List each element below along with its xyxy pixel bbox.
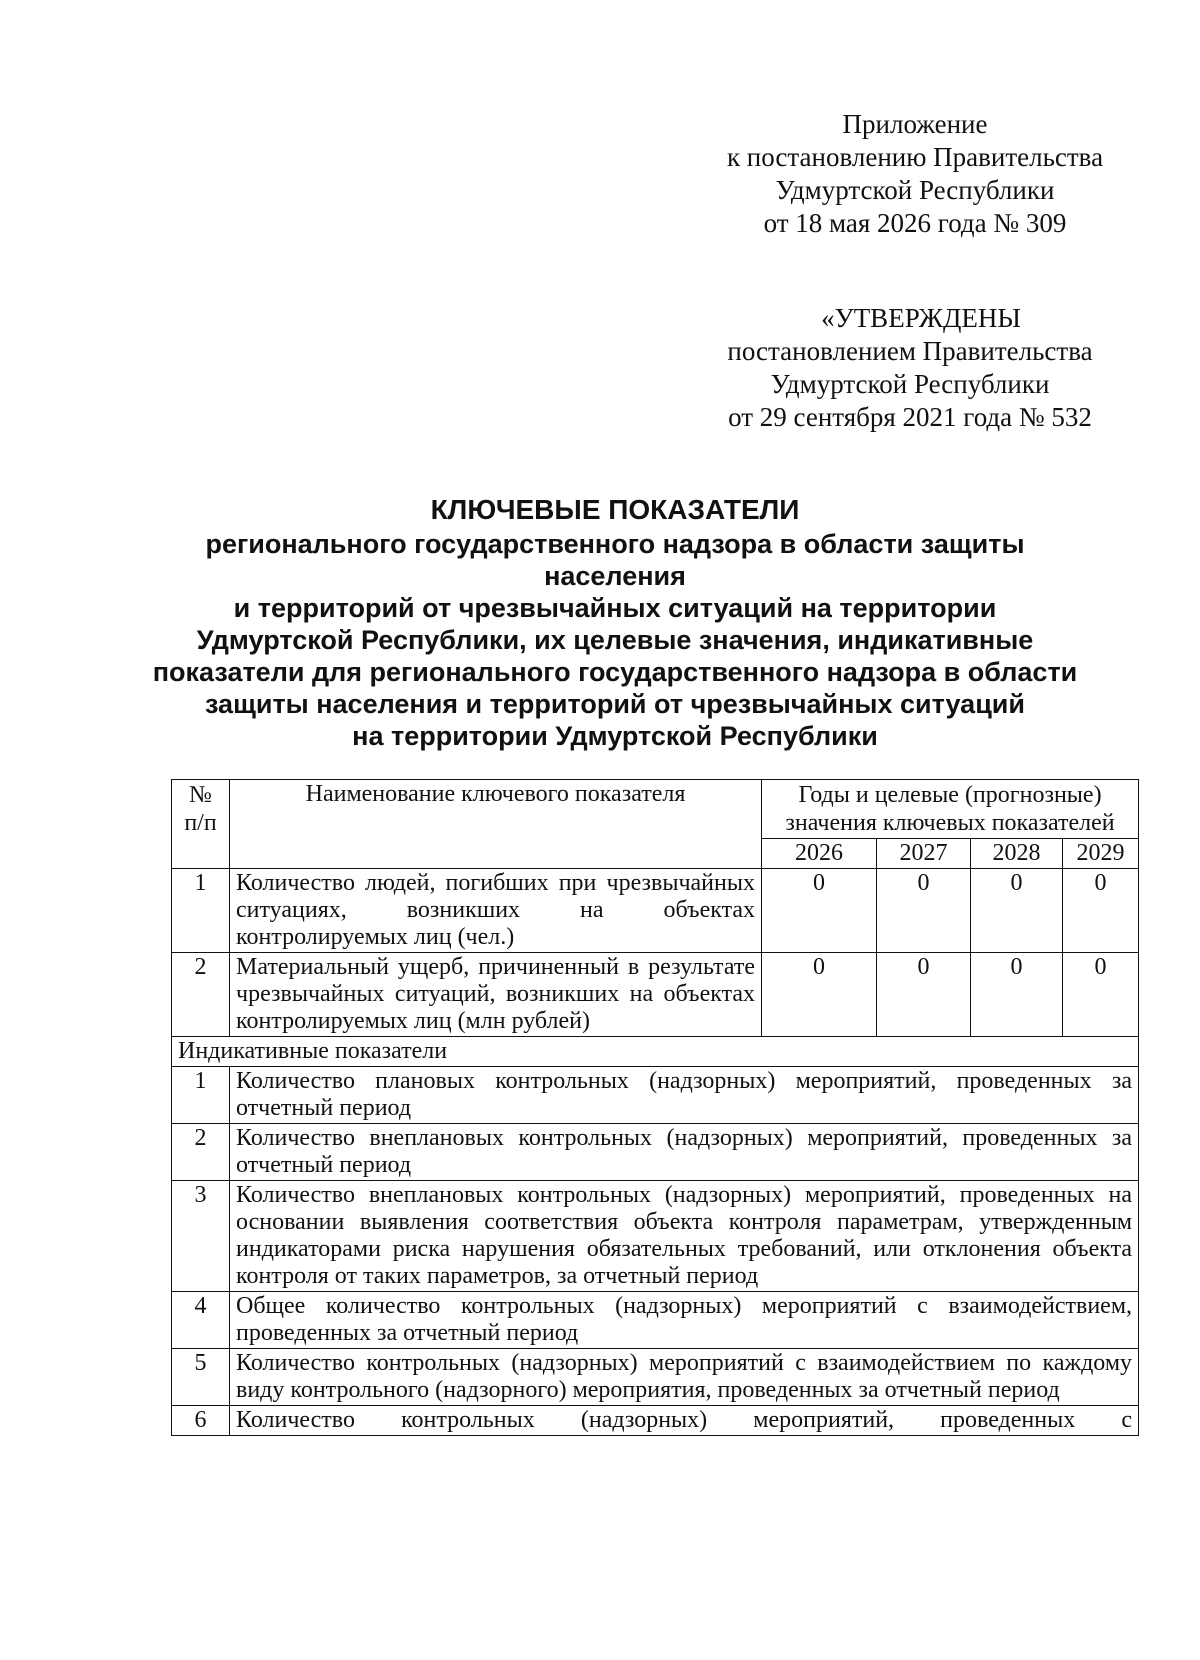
title-line-1: регионального государственного надзора в области защиты населения (205, 529, 1025, 591)
appendix-header (690, 108, 1140, 240)
row-name: Количество контрольных (надзорных) мероприятий с взаимодействием по каждому виду контрольного (надзорного) мероприятия, проведенных за отчетный период (230, 1349, 1139, 1406)
header-year-2028: 2028 (971, 839, 1063, 869)
row-name: Количество людей, погибших при чрезвычайных ситуациях, возникших на объектах контролируемых лиц (чел.) (230, 869, 762, 953)
row-num: 1 (172, 869, 230, 953)
table-row (172, 1181, 1139, 1292)
table-row (172, 869, 1139, 953)
row-value-2026: 0 (762, 869, 877, 953)
table-row (172, 1292, 1139, 1349)
title-main: КЛЮЧЕВЫЕ ПОКАЗАТЕЛИ (430, 494, 800, 525)
row-name: Количество внеплановых контрольных (надзорных) мероприятий, проведенных на основании выявления соответствия объекта контроля параметрам, утвержденным индикаторами риска нарушения обязательных требований, или отклонения объекта контроля от таких параметров, за отчетный период (230, 1181, 1139, 1292)
row-name: Общее количество контрольных (надзорных) мероприятий с взаимодействием, проведенных за отчетный период (230, 1292, 1139, 1349)
table-row (172, 1124, 1139, 1181)
approval-stamp-block (690, 302, 1130, 434)
row-value-2029: 0 (1063, 953, 1139, 1037)
title-line-3: Удмуртской Республики, их целевые значения, индикативные (196, 625, 1034, 655)
appendix-line-2: к постановлению Правительства (726, 142, 1104, 172)
appendix-line-4: от 18 мая 2026 года № 309 (763, 208, 1067, 238)
row-num: 2 (172, 953, 230, 1037)
approved-line-1: «УТВЕРЖДЕНЫ (821, 303, 1021, 333)
row-name: Количество контрольных (надзорных) мероприятий, проведенных с (230, 1406, 1139, 1436)
row-value-2029: 0 (1063, 869, 1139, 953)
approved-line-3: Удмуртской Республики (770, 369, 1050, 399)
row-num: 2 (172, 1124, 230, 1181)
table-header-row (172, 780, 1139, 839)
table-row (172, 953, 1139, 1037)
document-title (150, 494, 1080, 752)
title-line-5: защиты населения и территорий от чрезвычайных ситуаций (204, 689, 1025, 719)
header-year-2027: 2027 (877, 839, 971, 869)
indicative-heading: Индикативные показатели (172, 1037, 1139, 1067)
header-num: № п/п (172, 780, 230, 869)
appendix-line-3: Удмуртской Республики (775, 175, 1055, 205)
row-num: 3 (172, 1181, 230, 1292)
header-years-group: Годы и целевые (прогнозные) значения ключевых показателей (762, 780, 1139, 839)
approved-line-2: постановлением Правительства (727, 336, 1093, 366)
header-name: Наименование ключевого показателя (230, 780, 762, 869)
row-value-2027: 0 (877, 869, 971, 953)
row-num: 4 (172, 1292, 230, 1349)
header-year-2029: 2029 (1063, 839, 1139, 869)
table-row (172, 1406, 1139, 1436)
row-name: Материальный ущерб, причиненный в результате чрезвычайных ситуаций, возникших на объектах контролируемых лиц (млн рублей) (230, 953, 762, 1037)
row-value-2028: 0 (971, 869, 1063, 953)
row-num: 6 (172, 1406, 230, 1436)
row-num: 1 (172, 1067, 230, 1124)
title-line-6: на территории Удмуртской Республики (352, 721, 878, 751)
title-line-2: и территорий от чрезвычайных ситуаций на территории (233, 593, 997, 623)
approved-line-4: от 29 сентября 2021 года № 532 (728, 402, 1092, 432)
row-name: Количество внеплановых контрольных (надзорных) мероприятий, проведенных за отчетный период (230, 1124, 1139, 1181)
row-value-2026: 0 (762, 953, 877, 1037)
row-value-2028: 0 (971, 953, 1063, 1037)
row-value-2027: 0 (877, 953, 971, 1037)
table-row (172, 1349, 1139, 1406)
row-num: 5 (172, 1349, 230, 1406)
table-row (172, 1067, 1139, 1124)
key-indicators-table (171, 779, 1139, 1436)
row-name: Количество плановых контрольных (надзорных) мероприятий, проведенных за отчетный период (230, 1067, 1139, 1124)
indicative-section-row (172, 1037, 1139, 1067)
title-line-4: показатели для регионального государственного надзора в области (152, 657, 1078, 687)
header-year-2026: 2026 (762, 839, 877, 869)
appendix-line-1: Приложение (842, 109, 988, 139)
